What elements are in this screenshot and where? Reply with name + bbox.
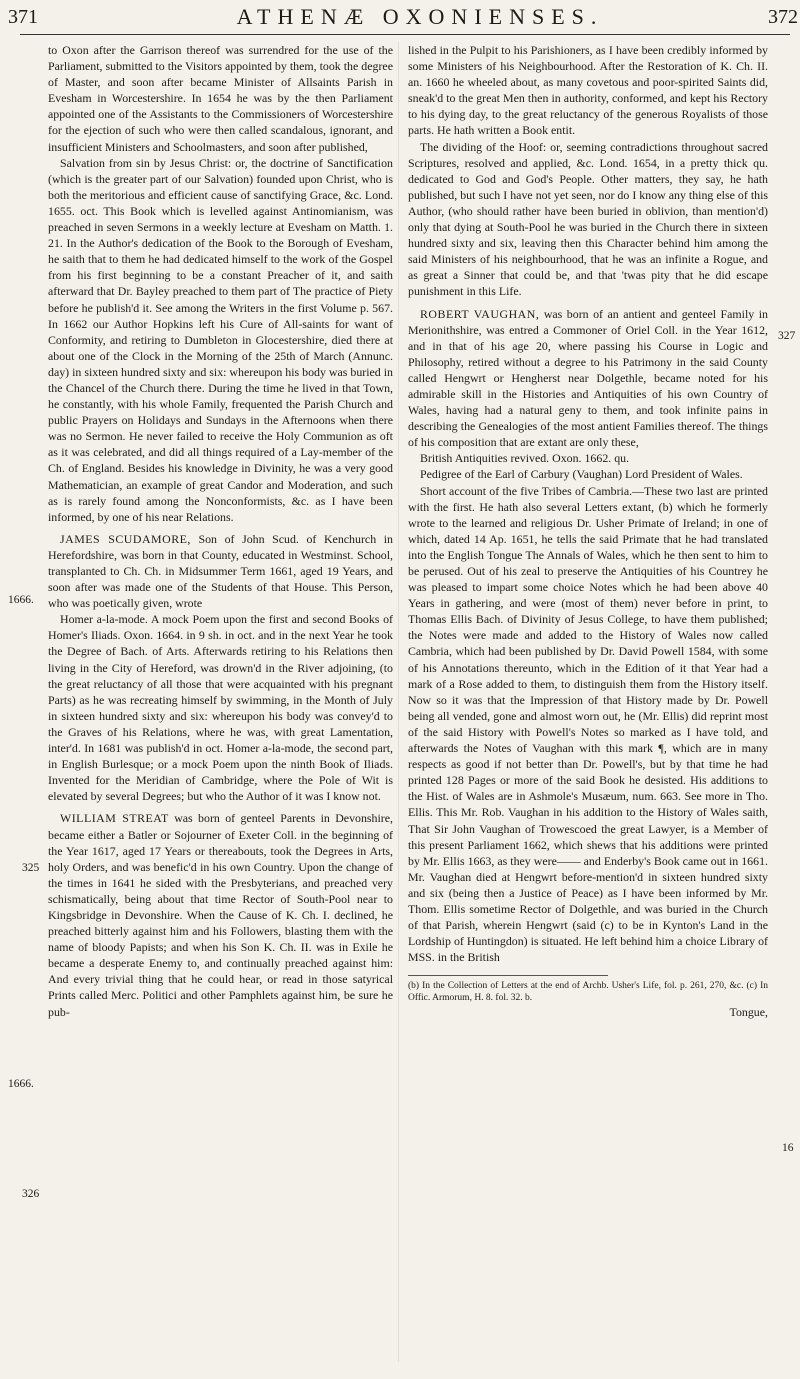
- footnote-rule: [408, 975, 608, 976]
- margin-entry-327: 327: [778, 330, 796, 342]
- hopkins-text-2: Salvation from sin by Jesus Christ: or, the doctrine of Sanctification (which is the greater part of our Salvation) founded upon Christ, who is both the meritorious and efficient cause of sanctifying Grace, &c. Lond. 1655. oct. This Book which is levelled against Antinomianism, was preached in seven Sermons in a weekly lecture at Evesham on Matth. 1. 21. In the Author's dedication of the Book to the Borough of Evesham, he saith that to them he had dedicated himself to the work of the Gospel from his first beginning to be a constant Preacher of it, and saith afterward that Dr. Bayley preached to them part of The practice of Piety before he publish'd it. See among the Writers in the first Volume p. 567. In 1662 our Author Hopkins left his Cure of All-saints for want of Conformity, and retiring to Dumbleton in Glocestershire, died there at about one of the Clock in the Morning of the 25th of March (Annunc. day) in sixteen hundred sixty and six: whereupon his body was buried in the Chancel of the Church there. During the time he lived in that Town, he constantly, with his whole Family, frequented the Parish Church and public Prayers on Holidays and Sundays in the Afternoons when there was no Sermon. He never failed to receive the Holy Communion as oft as it was celebrated, and did all things required of a Lay-member of the Ch. of England. Besides his knowledge in Divinity, he was a very good Mathematician, an example of great Candor and Moderation, and such as is rarely found among the Nonconformists, &c. as I have been informed, by one of his near Relations.: [48, 155, 393, 524]
- page-number-right: 372: [768, 6, 798, 28]
- vaughan-name: ROBERT VAUGHAN,: [420, 306, 540, 321]
- catchword: Tongue,: [729, 1005, 768, 1020]
- running-header: [0, 4, 800, 34]
- page-number-left: 371: [8, 6, 38, 28]
- scudamore-text: Son of John Scud. of Kenchurch in Herefordshire, was born in that County, educated in Westminst. School, transplanted to Ch. Ch. in Midsummer Term 1661, aged 19 Years, and soon after was made one of the Students of that House. This Person, who was poetically given, wrote: [48, 531, 393, 611]
- margin-year-right: 16: [782, 1142, 794, 1154]
- scudamore-text-2: Homer a-la-mode. A mock Poem upon the first and second Books of Homer's Iliads. Oxon. 1664. in 9 sh. in oct. and in the next Year he took the Degree of Bach. of Arts. Afterwards retiring to his Relations then living in the City of Hereford, was drown'd in the River adjoining, (to the great reluctancy of all those that were acquainted with his pregnant Parts) as he was recreating himself by swimming, in the Month of July in sixteen hundred sixty and six: whereupon his body was convey'd to the Graves of his Relations, where he was, with great Lamentation, inter'd. In 1681 was publish'd in oct. Homer a-la-mode, the second part, in English Burlesque; or a mock Poem upon the ninth Book of Iliads. Invented for the Meridian of Cambridge, where the Pole of Wit is elevated by several Degrees; but who the Author of it was I know not.: [48, 612, 393, 804]
- margin-year-1666-scudamore: 1666.: [8, 1078, 34, 1090]
- scudamore-entry: [48, 531, 393, 611]
- hopkins-text-1: to Oxon after the Garrison thereof was surrendred for the use of the Parliament, submitted to the Visitors appointed by them, took the degree of Master, and soon after became Minister of Allsaints Parish in Evesham in Worcestershire. In 1654 he was by the then Parliament appointed one of the Assistants to the Commissioners of Worcestershire for the ejection of such who were then called scandalous, ignorant, and insufficient Ministers and Schoolmasters, and soon after published,: [48, 43, 393, 154]
- header-rule: [20, 34, 790, 35]
- margin-entry-326: 326: [22, 1188, 40, 1200]
- margin-entry-325: 325: [22, 862, 40, 874]
- vaughan-work-3: Short account of the five Tribes of Cambria.—These two last are printed with the first. He hath also several Letters extant, (b) which he formerly wrote to the learned and religious Dr. Usher Primate of Ireland; in one of which, dated 14 Ap. 1651, he tells the said Primate that he had translated into the English Tongue The Annals of Wales, which he then sent to him to be perused. Out of his zeal to preserve the Antiquities of his Countrey he was pleased to impart some choice Notes which he had been above 40 Years in gathering, and were (most of them) never before in print, to Thomas Ellis Bach. of Divinity of Jesus College, to have them published; the Notes were made and added to the History of Wales now called Cambria, which had been published by Dr. David Powell 1584, with some of his Annotations thereunto, which in the Edition of it that Year had a mark of a Rose added to them, to distinguish them from the History itself. Now so it was that the Impression of that History made by Dr. Powell being all vended, gone and almost worn out, he (Mr. Ellis) did reprint most of the said History with Powell's Notes so marked as I have told, and afterwards the Notes of Vaughan with this mark ¶, which are in many respects as good if not better than Dr. Powell's, but by that time he had printed 128 Pages or more of the said Book he desisted. His additions to the Hist. of Wales are in Ashmole's Musæum, num. 663. See more in Tho. Ellis. This Mr. Rob. Vaughan in his addition to the History of Wales saith, That Sir John Vaughan of Trowescoed the great Lawyer, is a Member of this present Parliament 1662, which shews that his additions were printed by Mr. Ellis 1663, as they were—— and Enderby's Book came out in 1661. Mr. Vaughan died at Hengwrt before-mention'd in sixteen hundred sixty and six (being then a Justice of Peace) as I have been informed by Mr. Thom. Ellis sometime Rector of Dolgethle, and was buried in the Church of that Parish, wherein Hengwrt (said (c) to be in Kynton's Land in the Lordship of Huntingdon) is situated. He left behind him a choice Library of MSS. in the British: [408, 483, 768, 965]
- margin-year-1666-hopkins: 1666.: [8, 594, 34, 606]
- vaughan-work-2: Pedigree of the Earl of Carbury (Vaughan) Lord President of Wales.: [420, 467, 743, 482]
- vaughan-entry: [408, 306, 768, 451]
- streat-text: was born of genteel Parents in Devonshire, became either a Batler or Sojourner of Exeter Coll. in the beginning of the Year 1617, aged 17 Years or thereabouts, took the Degrees in Arts, holy Orders, and was benefic'd in his own Country. Upon the change of the times in 1641 he sided with the Presbyterians, and preached very schismatically, being about that time Rector of South-Pool near to Kingsbridge in Devonshire. When the Cause of K. Ch. I. declined, he preached bitterly against him and his Followers, blasting them with the name of bloody Papists; and when his Son K. Ch. II. was in Exile he became a desperate Enemy to, and continually preached against him: And every trivial thing that he could hear, or read in those satyrical Prints called Merc. Politici and other Pamphlets against him, be sure he pub-: [48, 811, 393, 1019]
- streat-continued: lished in the Pulpit to his Parishioners, as I have been credibly informed by some Ministers of his Neighbourhood. After the Restoration of K. Ch. II. an. 1660 he wheeled about, as many covetous and poor-spirited Saints did, sneak'd to the great Men then in authority, conformed, and kept his Rectory to his dying day, to the great reluctancy of the generous Royalists of those parts. He hath written a Book entit.: [408, 43, 768, 138]
- streat-book: The dividing of the Hoof: or, seeming contradictions throughout sacred Scriptures, resolved and applied, &c. Lond. 1654, in a pretty thick qu. dedicated to God and God's People. Other matters, they say, he hath published, but such I have not yet seen, nor do I know any thing else of this Author, (who should rather have been buried in oblivion, than mention'd) only that dying at South-Pool he was buried in the Church there in sixteen hundred sixty and six, leaving then this Character behind him among the said Ministers of his neighbourhood, that he was an infinite a Rogue, and as great a Sinner that could be, and that 'twas pity that he did escape punishment in this Life.: [408, 139, 768, 299]
- right-column: [408, 42, 768, 1020]
- left-column: [48, 42, 393, 1020]
- scudamore-name: JAMES SCUDAMORE,: [60, 531, 191, 546]
- streat-entry: [48, 810, 393, 1019]
- vaughan-text: was born of an antient and genteel Family in Merionithshire, was entred a Commoner of Oriel Coll. in the Year 1612, and in that of his age 20, where passing his Course in Logic and Philosophy, retired without a degree to his Patrimony in the said County called Hengwrt or Hengherst near Dolgethle, became noted for his admirable skill in the Histories and Antiquities of his own Country of Wales, having had a natural geny to them, and took infinite pains in describing the Genealogies of the most antient Families thereof. The things of his composition that are extant are only these,: [408, 306, 768, 450]
- running-title: ATHENÆ OXONIENSES.: [236, 4, 604, 29]
- footnote: (b) In the Collection of Letters at the end of Archb. Usher's Life, fol. p. 261, 270, &c. (c) In Offic. Armorum, H. 8. fol. 32. b.: [408, 981, 768, 1004]
- streat-name: WILLIAM STREAT: [60, 811, 169, 826]
- column-gutter: [398, 42, 399, 1362]
- vaughan-work-1: British Antiquities revived. Oxon. 1662. qu.: [420, 451, 630, 466]
